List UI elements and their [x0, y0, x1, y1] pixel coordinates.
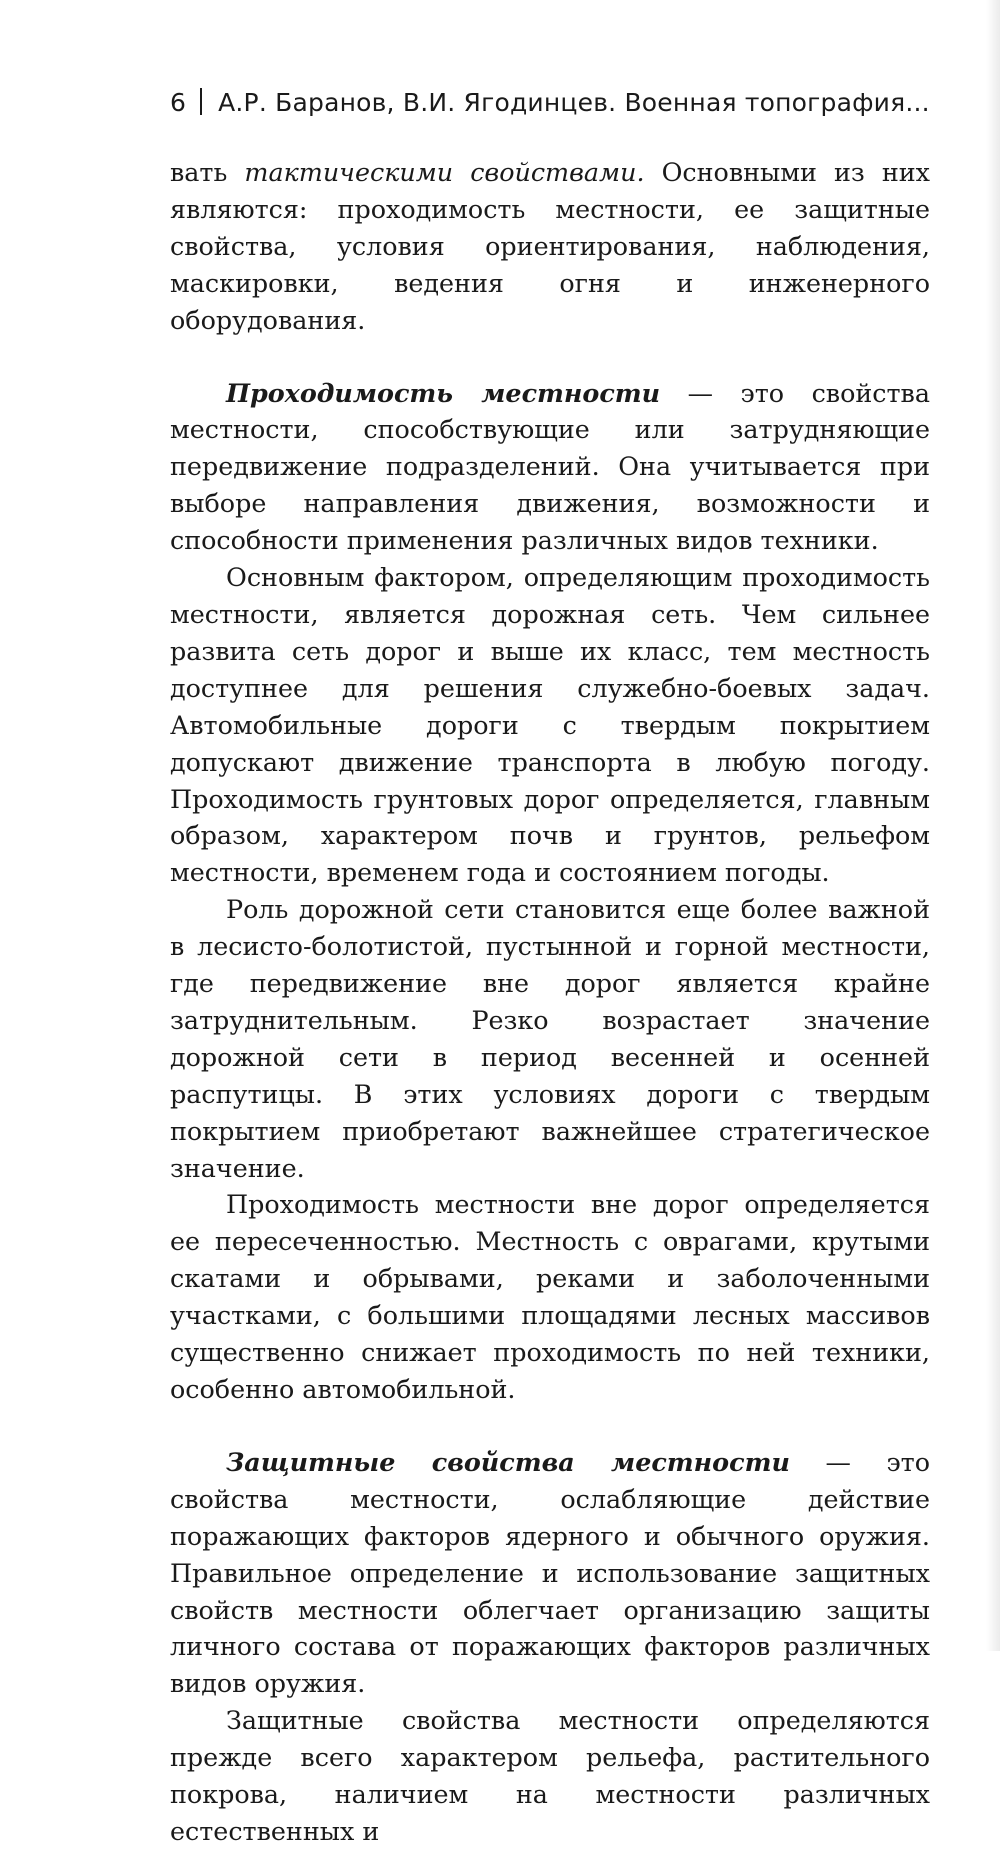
paragraph-text: — это свойства местности, ослабляющие действие поражающих факторов ядерного и обычного оружия. Правильное определение и использование защитных свойств местности облегчает организацию защиты личного состава от поражающих факторов различных видов оружия. [170, 1446, 930, 1699]
defined-term: Защитные свойства местности [226, 1446, 790, 1477]
paragraph-road-role: Роль дорожной сети становится еще более важной в лесисто-болотистой, пустынной и горной местности, где передвижение вне дорог является крайне затруднительным. Резко возрастает значение дорожной сети в период весенней и осенней распутицы. В этих условиях дороги с твердым покрытием приобретают важнейшее стратегическое значение. [170, 894, 930, 1183]
paragraph-text: вать [170, 157, 245, 187]
defined-term: Проходимость местности [226, 377, 661, 408]
paragraph-intro [170, 154, 930, 339]
paragraph-passability-definition [170, 375, 930, 560]
paragraph-protective-factors: Защитные свойства местности определяются прежде всего характером рельефа, растительного покрова, наличием на местности различных естественных и [170, 1705, 930, 1846]
paragraph-text: Основными из них являются: проходимость местности, ее защитные свойства, условия ориентирования, наблюдения, маскировки, ведения огня и инженерного оборудования. [170, 157, 930, 335]
paragraph-road-network: Основным фактором, определяющим проходимость местности, является дорожная сеть. Чем сильнее развита сеть дорог и выше их класс, тем местность доступнее для решения служебно-боевых задач. Автомобильные дороги с твердым покрытием допускают движение транспорта в любую погоду. Проходимость грунтовых дорог определяется, главным образом, характером почв и грунтов, рельефом местности, временем года и состоянием погоды. [170, 562, 930, 888]
paragraph-protective-definition [170, 1444, 930, 1702]
body-text [170, 154, 930, 1850]
page-edge-shadow [986, 0, 1000, 1651]
header-separator [200, 88, 202, 115]
page-number: 6 [170, 88, 187, 117]
header-title: А.Р. Баранов, В.И. Ягодинцев. Военная топография... [218, 88, 930, 117]
running-header [170, 88, 930, 117]
italic-term: тактическими свойствами. [244, 157, 645, 187]
paragraph-text: — это свойства местности, способствующие или затрудняющие передвижение подразделений. Она учитывается при выборе направления движения, возможности и способности применения различных видов техники. [170, 377, 930, 556]
paragraph-offroad: Проходимость местности вне дорог определяется ее пересеченностью. Местность с оврагами, крутыми скатами и обрывами, реками и заболоченными участками, с большими площадями лесных массивов существенно снижает проходимость по ней техники, особенно автомобильной. [170, 1189, 930, 1404]
